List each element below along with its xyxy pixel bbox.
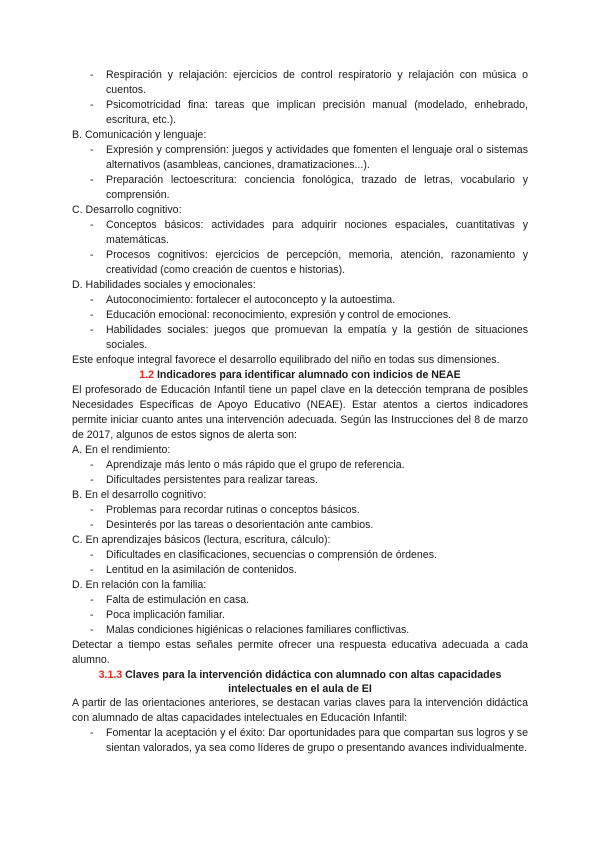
closing-paragraph: Este enfoque integral favorece el desarrollo equilibrado del niño en todas sus dimensiones. [72, 354, 500, 366]
list-item: - Falta de estimulación en casa. [72, 593, 528, 608]
list-item: - Problemas para recordar rutinas o conceptos básicos. [72, 503, 528, 518]
section-number: 3.1.3 [98, 669, 123, 681]
section-number: 1.2 [139, 369, 155, 381]
section-313-list [72, 726, 528, 756]
list-item: - Procesos cognitivos: ejercicios de percepción, memoria, atención, razonamiento y creatividad (como creación de cuentos e historias). [72, 248, 528, 278]
list-item: - Habilidades sociales: juegos que promuevan la empatía y la gestión de situaciones sociales. [72, 323, 528, 353]
section-b-heading: B. Comunicación y lenguaje: [72, 129, 207, 141]
list-item: - Desinterés por las tareas o desorientación ante cambios. [72, 518, 528, 533]
group-heading: C. En aprendizajes básicos (lectura, escritura, cálculo): [72, 534, 331, 546]
group-heading: A. En el rendimiento: [72, 444, 171, 456]
section-d-list [72, 293, 528, 353]
document-content [72, 68, 528, 756]
section-b-list [72, 143, 528, 203]
section-closing: Detectar a tiempo estas señales permite ofrecer una respuesta educativa adecuada a cada alumno. [72, 639, 528, 666]
group-heading: D. En relación con la familia: [72, 579, 207, 591]
list-item: - Educación emocional: reconocimiento, expresión y control de emociones. [72, 308, 528, 323]
section-d-heading: D. Habilidades sociales y emocionales: [72, 279, 256, 291]
list-item: - Poca implicación familiar. [72, 608, 528, 623]
list-item: - Lentitud en la asimilación de contenidos. [72, 563, 528, 578]
section-c-list [72, 218, 528, 278]
list-item: - Autoconocimiento: fortalecer el autoconcepto y la autoestima. [72, 293, 528, 308]
group-list [72, 458, 528, 488]
list-item: - Dificultades persistentes para realizar tareas. [72, 473, 528, 488]
list-item: - Dificultades en clasificaciones, secuencias o comprensión de órdenes. [72, 548, 528, 563]
section-title: Indicadores para identificar alumnado con indicios de NEAE [154, 369, 461, 381]
section-title-line2: intelectuales en el aula de EI [228, 683, 372, 695]
section-heading-3-1-3 [72, 668, 528, 696]
list-top [72, 68, 528, 128]
list-item: - Fomentar la aceptación y el éxito: Dar oportunidades para que compartan sus logros y se sientan valorados, ya sea como líderes de grupo o presentando avances individualmente. [72, 726, 528, 756]
section-intro: A partir de las orientaciones anteriores, se destacan varias claves para la intervención didáctica con alumnado de altas capacidades intelectuales en Educación Infantil: [72, 697, 528, 724]
section-c-heading: C. Desarrollo cognitivo: [72, 204, 182, 216]
group-heading: B. En el desarrollo cognitivo: [72, 489, 207, 501]
list-item: - Preparación lectoescritura: conciencia fonológica, trazado de letras, vocabulario y comprensión. [72, 173, 528, 203]
group-list [72, 548, 528, 578]
group-list [72, 503, 528, 533]
list-item: - Expresión y comprensión: juegos y actividades que fomenten el lenguaje oral o sistemas alternativos (asambleas, canciones, dramatizaciones...). [72, 143, 528, 173]
section-heading-1-2 [72, 368, 528, 383]
list-item: - Conceptos básicos: actividades para adquirir nociones espaciales, cuantitativas y matemáticas. [72, 218, 528, 248]
list-item: - Psicomotricidad fina: tareas que implican precisión manual (modelado, enhebrado, escritura, etc.). [72, 98, 528, 128]
list-item: - Respiración y relajación: ejercicios de control respiratorio y relajación con música o cuentos. [72, 68, 528, 98]
section-title-line1: Claves para la intervención didáctica con alumnado con altas capacidades [122, 669, 502, 681]
list-item: - Aprendizaje más lento o más rápido que el grupo de referencia. [72, 458, 528, 473]
list-item: - Malas condiciones higiénicas o relaciones familiares conflictivas. [72, 623, 528, 638]
group-list [72, 593, 528, 638]
section-intro: El profesorado de Educación Infantil tiene un papel clave en la detección temprana de posibles Necesidades Específicas de Apoyo Educativo (NEAE). Estar atentos a ciertos indicadores permite iniciar cuanto antes una intervención adecuada. Según las Instrucciones del 8 de marzo de 2017, algunos de estos signos de alerta son: [72, 384, 528, 441]
